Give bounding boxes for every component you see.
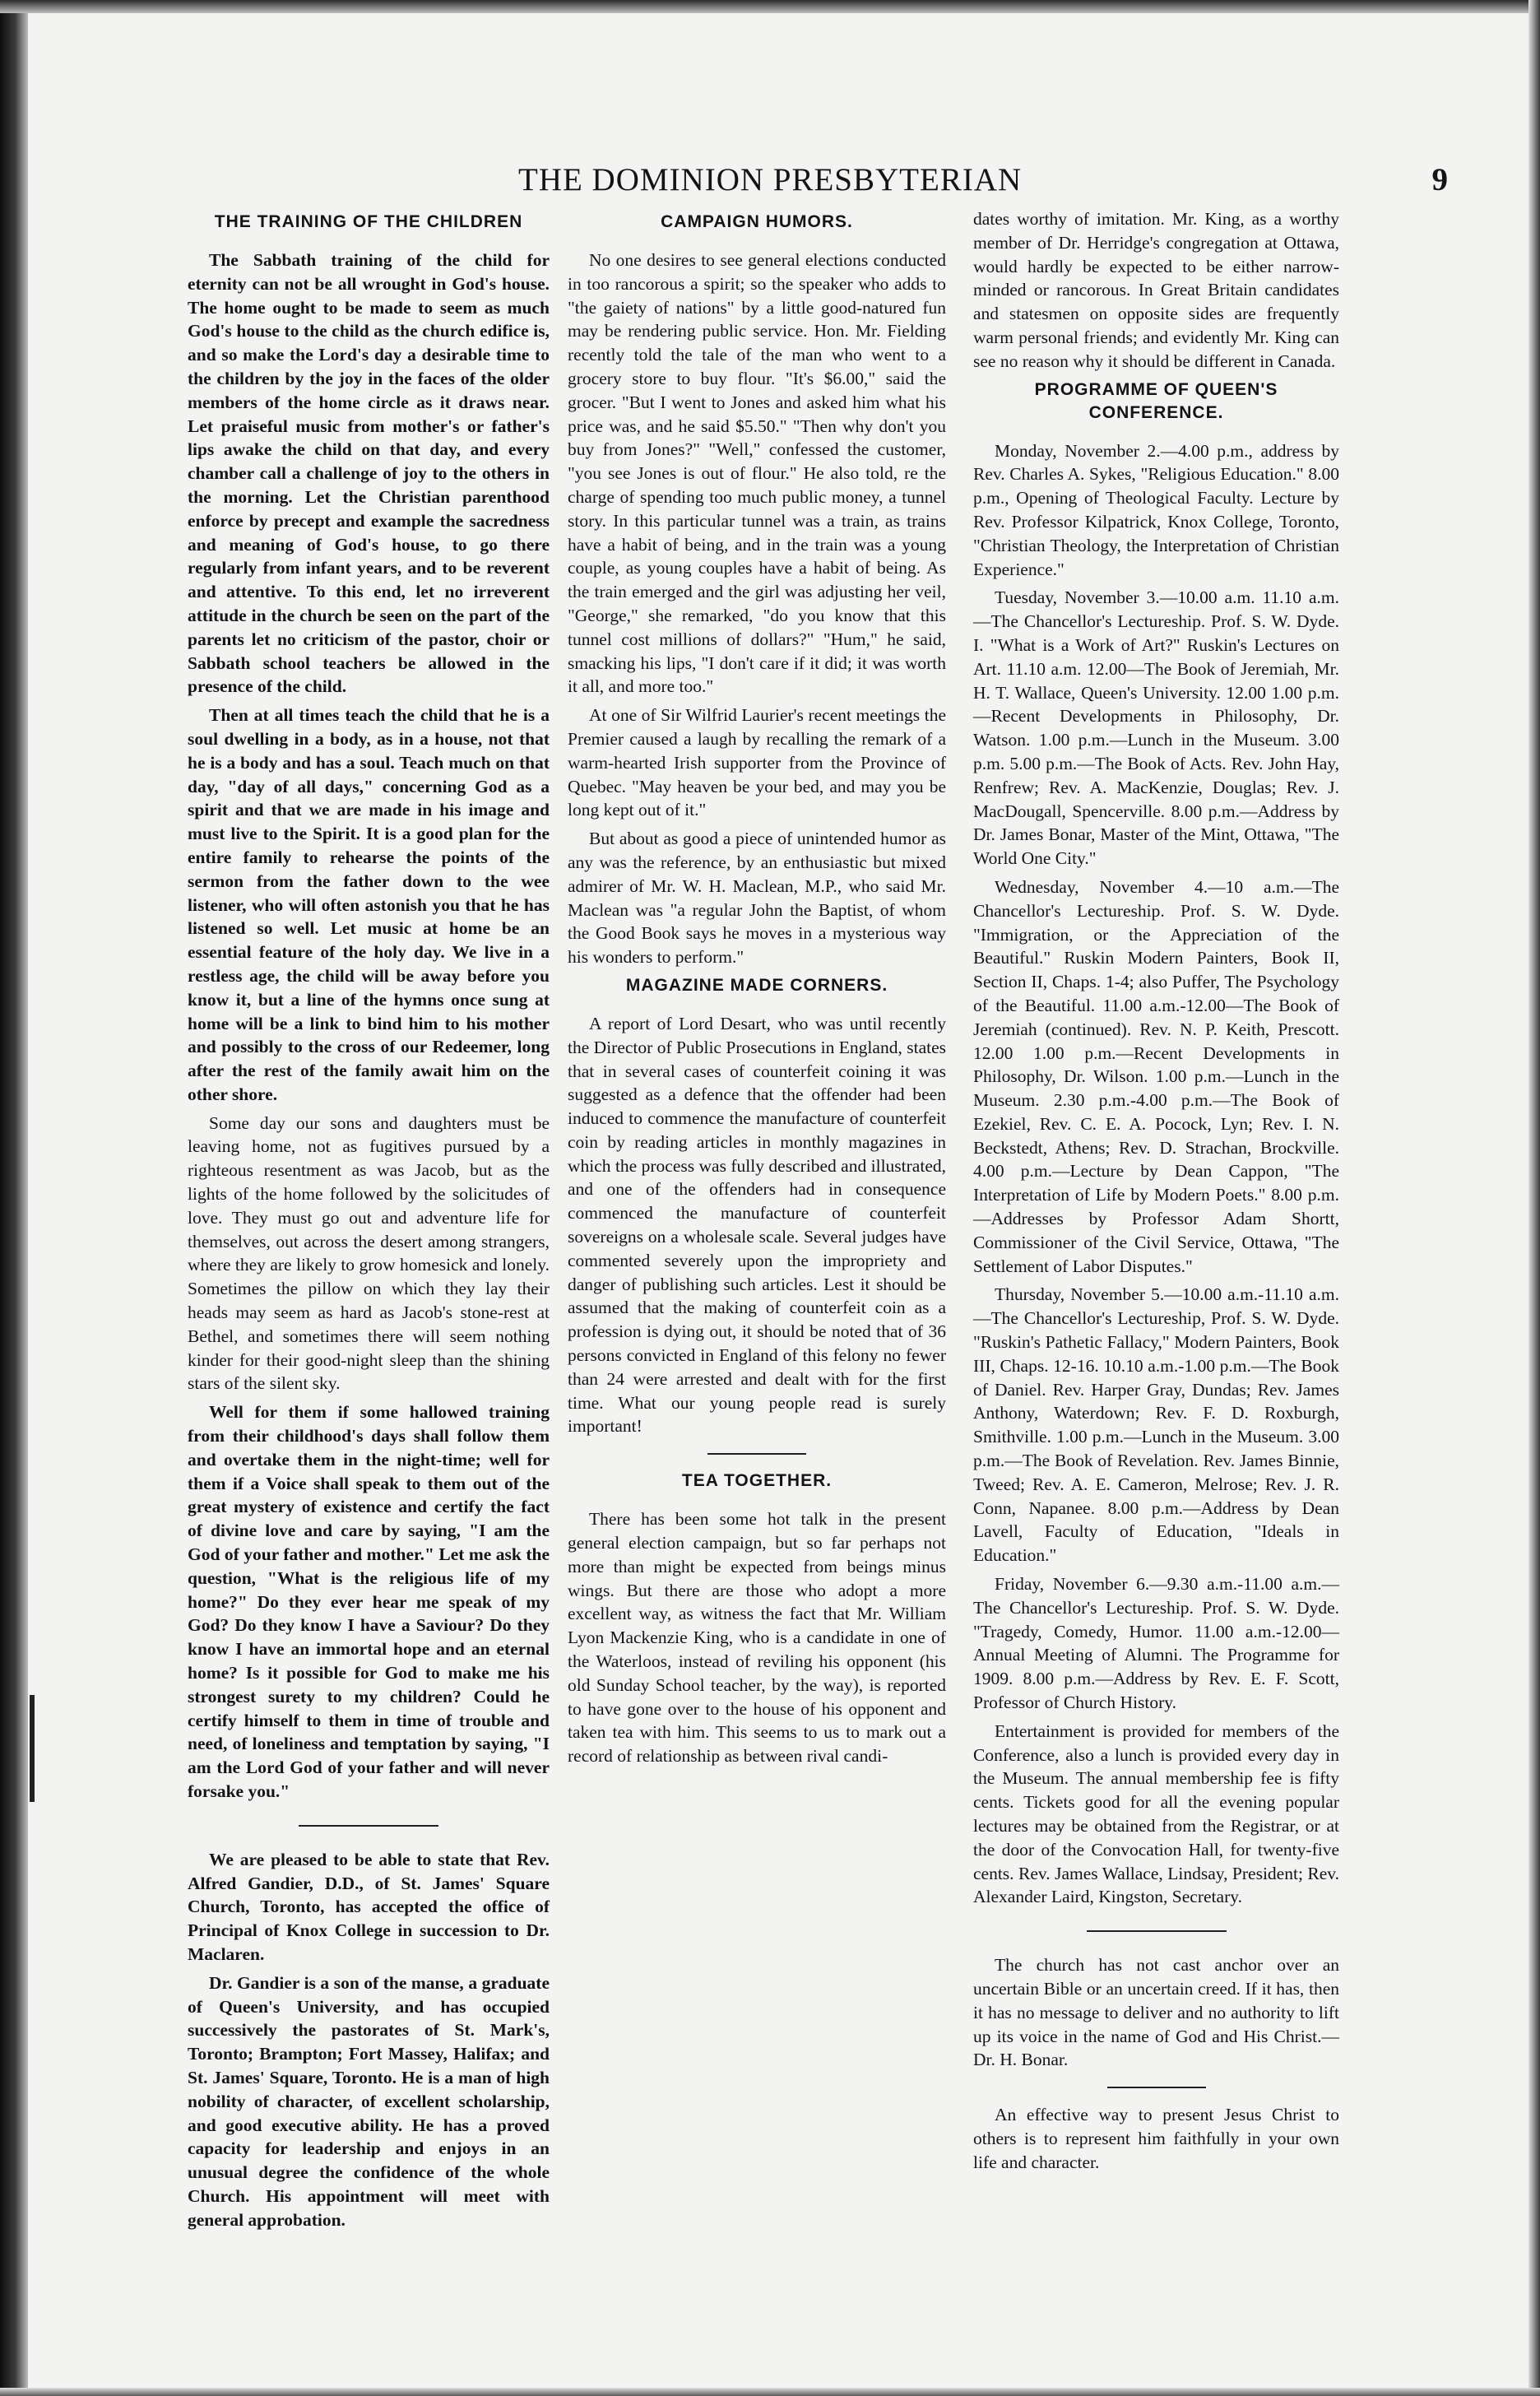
column-divider [707,1453,806,1455]
programme-paragraph: Entertainment is provided for members of the Conference, also a lunch is provided every day in the Museum. The annual membership fee is fifty cents. Tickets good for all the evening popular lectures may be obtained from the Registrar, or at the door of the Convocation Hall, for twenty-five cents. Rev. James Wallace, Lindsay, President; Rev. Alexander Laird, Kingston, Secretary. [973,1720,1339,1907]
column-left [188,207,550,2237]
article-paragraph: A report of Lord Desart, who was until recently the Director of Public Prosecutions in England, states that in several cases of counterfeit coining it was suggested as a defence that the offender had been induced to commence the manufacture of counterfeit coin by reading articles in monthly magazines in which the process was fully described and illustrated, and one of the offenders had in consequence commenced the manufacture of counterfeit sovereigns on a wholesale scale. Several judges have commented severely upon the impropriety and danger of publishing such articles. Lest it should be assumed that the making of counterfeit coin as a profession is dying out, it should be noted that of 36 persons convicted in England of this felony no fewer than 24 were arrested and dealt with for the first time. What our young people read is surely important! [568,1013,946,1437]
article-heading-training: THE TRAINING OF THE CHILDREN [214,212,523,231]
masthead-title: THE DOMINION PRESBYTERIAN [518,162,1023,197]
column-right [973,207,1339,2180]
scan-edge-top [0,0,1540,13]
quote-paragraph: An effective way to present Jesus Christ to others is to represent him faithfully in your own life and character. [973,2105,1339,2172]
notice-paragraph: We are pleased to be able to state that Rev. Alfred Gandier, D.D., of St. James' Square Church, Toronto, has accepted the office of Principal of Knox College in succession to Dr. Maclaren. [188,1849,550,1964]
article-paragraph: The Sabbath training of the child for eternity can not be all wrought in God's house. The home ought to be made to seem as much God's house to the child as the church edifice is, and so make the Lord's day a desirable time to the children by the joy in the faces of the older members of the home circle as it draws near. Let praiseful music from mother's or father's lips awake the child on that day, and every chamber call a challenge of joy to the others in the morning. Let the Christian parenthood enforce by precept and example the sacredness and meaning of God's house, to go there regularly from infant years, and to be reverent and attentive. To this end, let no irreverent attitude in the church be seen on the part of the parents let no criticism of the pastor, choir or Sabbath school teachers be allowed in the presence of the child. [188,250,550,697]
article-paragraph: Well for them if some hallowed training from their childhood's days shall follow them and overtake them in the night-time; well for them if a Voice shall speak to them out of the great mystery of existence and certify the fact of divine love and care by saying, "I am the God of your father and mother." Let me ask the question, "What is the religious life of my home?" Do they ever hear me speak of my God? Do they know I have a Saviour? Do they know I have an immortal hope and an eternal home? Is it possible for God to make me his strongest surety to my children? Could he certify himself to them in time of trouble and need, of loneliness and temptation by saying, "I am the Lord God of your father and will never forsake you." [188,1402,550,1801]
article-paragraph: No one desires to see general elections conducted in too rancorous a spirit; so the speaker who adds to "the gaiety of nations" by a little good-natured fun may be rendering public service. Hon. Mr. Fielding recently told the tale of the man who went to a grocery store to buy flour. "It's $6.00," said the grocer. "But I went to Jones and asked him what his price was, and he said $5.50." "Then why don't you buy from Jones?" "Well," confessed the customer, "you see Jones is out of flour." He also told, re the charge of spending too much public money, a tunnel story. In this particular tunnel was a train, as trains have a habit of being, and in the train was a young couple, as young couples have a habit of being. As the train emerged and the girl was adjusting her veil, "George," she remarked, "do you know that this tunnel cost millions of dollars?" "Hum," he said, smacking his lips, "I don't care if it did; it was worth it all, and more too." [568,250,946,697]
column-divider [299,1825,438,1827]
article-paragraph: But about as good a piece of unintended humor as any was the reference, by an enthusiastic but mixed admirer of Mr. W. H. Maclean, M.P., who said Mr. Maclean was "a regular John the Baptist, of whom the Good Book says he moves in a mysterious way his wonders to perform." [568,829,946,968]
article-heading-programme: PROGRAMME OF QUEEN'S CONFERENCE. [1034,379,1278,422]
programme-paragraph: Tuesday, November 3.—10.00 a.m. 11.10 a.m.—The Chancellor's Lectureship. Prof. S. W. Dyde. I. "What is a Work of Art?" Ruskin's Lectures on Art. 11.10 a.m. 12.00—The Book of Jeremiah, Mr. H. T. Wallace, Queen's University. 12.00 1.00 p.m.—Recent Developments in Philosophy, Dr. Watson. 1.00 p.m.—Lunch in the Museum. 3.00 p.m. 5.00 p.m.—The Book of Acts. Rev. John Hay, Renfrew; Rev. A. MacKenzie, Douglas; Rev. J. MacDougall, Spencerville. 8.00 p.m.—Address by Dr. James Bonar, Master of the Mint, Ottawa, "The World One City." [973,587,1339,869]
article-heading-campaign: CAMPAIGN HUMORS. [661,212,853,231]
page-number: 9 [1431,162,1448,197]
quote-paragraph: The church has not cast anchor over an uncertain Bible or an uncertain creed. If it has, then it has no message to deliver and no authority to lift up its voice in the name of God and His Christ.—Dr. H. Bonar. [973,1955,1339,2070]
notice-paragraph: Dr. Gandier is a son of the manse, a graduate of Queen's University, and has occupied successively the pastorates of St. Mark's, Toronto; Brampton; Fort Massey, Halifax; and St. James' Square, Toronto. He is a man of high nobility of character, of excellent scholarship, and good executive ability. He has a proved capacity for leadership and enjoys in an unusual degree the confidence of the whole Church. His appointment will meet with general approbation. [188,1972,550,2230]
scan-edge-right [1528,0,1540,2396]
binding-mark [30,1695,35,1802]
column-divider [1107,2087,1206,2088]
article-continuation: dates worthy of imitation. Mr. King, as a worthy member of Dr. Herridge's congregation at Ottawa, would hardly be expected to be either narrow-minded or rancorous. In Great Britain candidates and statesmen on opposite sides are frequently warm personal friends; and evidently Mr. King can see no reason why it should be different in Canada. [973,209,1339,371]
article-heading-magazine: MAGAZINE MADE CORNERS. [625,975,888,995]
programme-paragraph: Wednesday, November 4.—10 a.m.—The Chancellor's Lectureship. Prof. S. W. Dyde. "Immigration, or the Appreciation of the Beautiful." Ruskin Modern Painters, Book II, Section II, Chaps. 1-4; also Puffer, The Psychology of the Beautiful. 11.00 a.m.-12.00—The Book of Jeremiah (continued). Rev. N. P. Keith, Prescott. 12.00 1.00 p.m.—Recent Developments in Philosophy, Dr. Wilson. 1.00 p.m.—Lunch in the Museum. 2.30 p.m.-4.00 p.m.—The Book of Ezekiel, Rev. C. E. A. Pocock, Lyn; Rev. I. N. Beckstedt, Athens; Rev. D. Strachan, Brockville. 4.00 p.m.—Lecture by Dean Cappon, "The Interpretation of Life by Modern Poets." 8.00 p.m.—Addresses by Professor Adam Shortt, Commissioner of the Civil Service, Ottawa, "The Settlement of Labor Disputes." [973,876,1339,1276]
programme-paragraph: Thursday, November 5.—10.00 a.m.-11.10 a.m.—The Chancellor's Lectureship, Prof. S. W. Dyde. "Ruskin's Pathetic Fallacy," Modern Painters, Book III, Chaps. 12-16. 10.10 a.m.-1.00 p.m.—The Book of Daniel. Rev. Harper Gray, Dundas; Rev. James Anthony, Waterdown; Rev. F. D. Roxburgh, Smithville. 1.00 p.m.—Lunch in the Museum. 3.00 p.m.—The Book of Revelation. Rev. James Binnie, Tweed; Rev. A. E. Cameron, Melrose; Rev. J. R. Conn, Napanee. 8.00 p.m.—Address by Dean Lavell, Faculty of Education, "Ideals in Education." [973,1284,1339,1566]
article-heading-tea: TEA TOGETHER. [681,1471,833,1491]
page-header [165,161,1448,204]
article-paragraph: Then at all times teach the child that he is a soul dwelling in a body, as in a house, not that he is a body and has a soul. Teach much on that day, "day of all days," concerning God as a spirit and that we are made in his image and must live to the Spirit. It is a good plan for the entire family to rehearse the points of the sermon from the father down to the wee listener, who will often astonish you that he has listened so well. Let music at home be an essential feature of the holy day. We live in a restless age, the child will be away before you know it, but a line of the hymns once sung at home will be a link to bind him to his mother and possibly to the cross of our Redeemer, long after the rest of the family await him on the other shore. [188,705,550,1104]
programme-paragraph: Friday, November 6.—9.30 a.m.-11.00 a.m.—The Chancellor's Lectureship. Prof. S. W. Dyde. "Tragedy, Comedy, Humor. 11.00 a.m.-12.00—Annual Meeting of Alumni. The Programme for 1909. 8.00 p.m.—Address by Rev. E. F. Scott, Professor of Church History. [973,1574,1339,1713]
article-paragraph: There has been some hot talk in the present general election campaign, but so far perhaps not more than might be expected from beings minus wings. But there are those who adopt a more excellent way, as witness the fact that Mr. William Lyon Mackenzie King, who is a candidate in one of the Waterloos, instead of reviling his opponent (his old Sunday School teacher, by the way), is reported to have gone over to the house of his opponent and taken tea with him. This seems to us to mark out a record of relationship as between rival candi- [568,1509,946,1767]
scan-edge-bottom [0,2388,1540,2396]
programme-paragraph: Monday, November 2.—4.00 p.m., address by Rev. Charles A. Sykes, "Religious Education." 8.00 p.m., Opening of Theological Faculty. Lecture by Rev. Professor Kilpatrick, Knox College, Toronto, "Christian Theology, the Interpretation of Christian Experience." [973,440,1339,579]
scan-edge-left [0,0,28,2396]
article-paragraph: Some day our sons and daughters must be leaving home, not as fugitives pursued by a righteous resentment as was Jacob, but as the lights of the home followed by the solicitudes of love. They must go out and adventure life for themselves, out across the desert among strangers, where they are likely to grow homesick and lonely. Sometimes the pillow on which they lay their heads may seem as hard as Jacob's stone-rest at Bethel, and sometimes there will seem nothing kinder for their good-night sleep than the shining stars of the silent sky. [188,1112,550,1394]
column-divider [1087,1930,1227,1932]
column-middle [568,207,946,1773]
article-paragraph: At one of Sir Wilfrid Laurier's recent meetings the Premier caused a laugh by recalling the remark of a warm-hearted Irish supporter from the Province of Quebec. "May heaven be your bed, and may you be long kept out of it." [568,705,946,820]
